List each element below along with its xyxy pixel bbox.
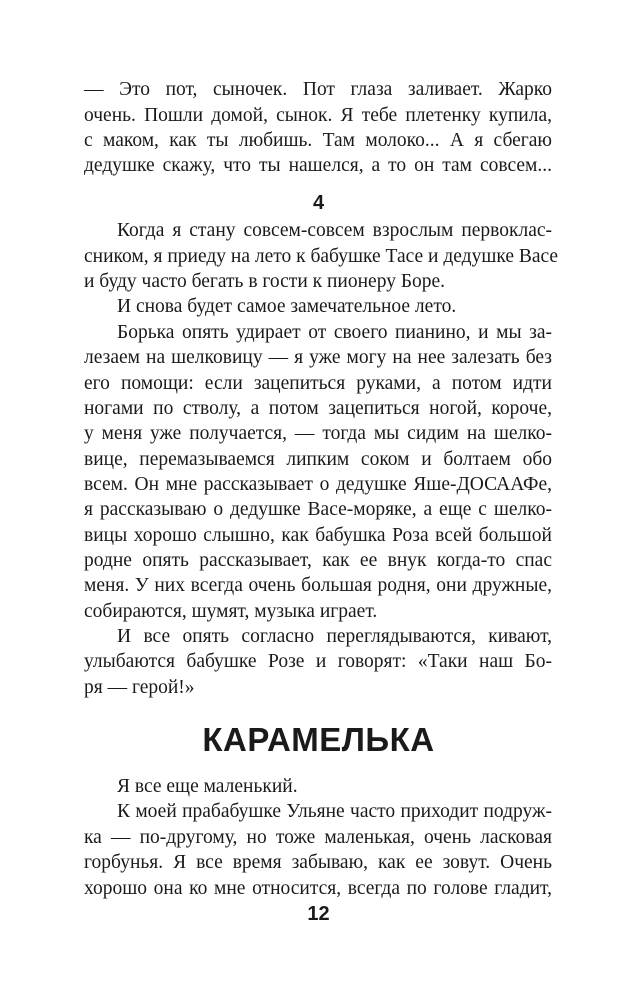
text-line: я рассказываю о дедушке Васе-моряке, а еще с шелко-	[84, 499, 552, 520]
text-line: вице, перемазываемся липким соком и болтаем обо	[84, 449, 552, 470]
text-line: ка — по-другому, но тоже маленькая, очень ласковая	[84, 827, 552, 848]
text-line: лезаем на шелковицу — я уже могу на нее залезать без	[84, 347, 552, 368]
text-line: родне опять рассказывает, как ее внук когда-то спас	[84, 550, 552, 571]
text-line: ря — герой!»	[84, 677, 195, 698]
text-line: улыбаются бабушке Розе и говорят: «Таки наш Бо-	[84, 651, 552, 672]
page-number: 12	[307, 903, 330, 925]
section-title: КАРАМЕЛЬКА	[202, 721, 435, 758]
text-line: Я все еще маленький.	[117, 776, 298, 797]
text-line: горбунья. Я все время забываю, как ее зовут. Очень	[84, 852, 552, 873]
text-line: — Это пот, сыночек. Пот глаза заливает. Жарко	[84, 79, 552, 100]
text-line: ногами по стволу, а потом зацепиться ногой, короче,	[84, 398, 552, 419]
text-line: всем. Он мне рассказывает о дедушке Яше-ДОСААФе,	[84, 474, 552, 495]
text-line: у меня уже получается, — тогда мы сидим на шелко-	[84, 423, 552, 444]
text-line: собираются, шумят, музыка играет.	[84, 601, 378, 622]
text-line: Борька опять удирает от своего пианино, и мы за-	[117, 322, 552, 343]
text-line: И снова будет самое замечательное лето.	[117, 296, 457, 317]
text-line: хорошо она ко мне относится, всегда по голове гладит,	[84, 878, 552, 899]
chapter-number: 4	[312, 192, 325, 214]
text-line: дедушке скажу, что ты нашелся, а то он там совсем...	[84, 155, 552, 176]
text-line: вицы хорошо слышно, как бабушка Роза всей большой	[84, 525, 552, 546]
text-line: сником, я приеду на лето к бабушке Тасе и дедушке Васе	[84, 246, 559, 267]
text-line: очень. Пошли домой, сынок. Я тебе плетенку купила,	[84, 105, 552, 126]
text-line: К моей прабабушке Ульяне часто приходит подруж-	[117, 801, 552, 822]
text-line: его помощи: если зацепиться руками, а потом идти	[84, 373, 552, 394]
text-line: и буду часто бегать в гости к пионеру Боре.	[84, 271, 446, 292]
text-line: меня. У них всегда очень большая родня, они дружные,	[84, 575, 552, 596]
text-line: с маком, как ты любишь. Там молоко... А я сбегаю	[84, 130, 552, 151]
text-line: И все опять согласно переглядываются, кивают,	[117, 626, 552, 647]
text-line: Когда я стану совсем-совсем взрослым первоклас-	[117, 220, 552, 241]
